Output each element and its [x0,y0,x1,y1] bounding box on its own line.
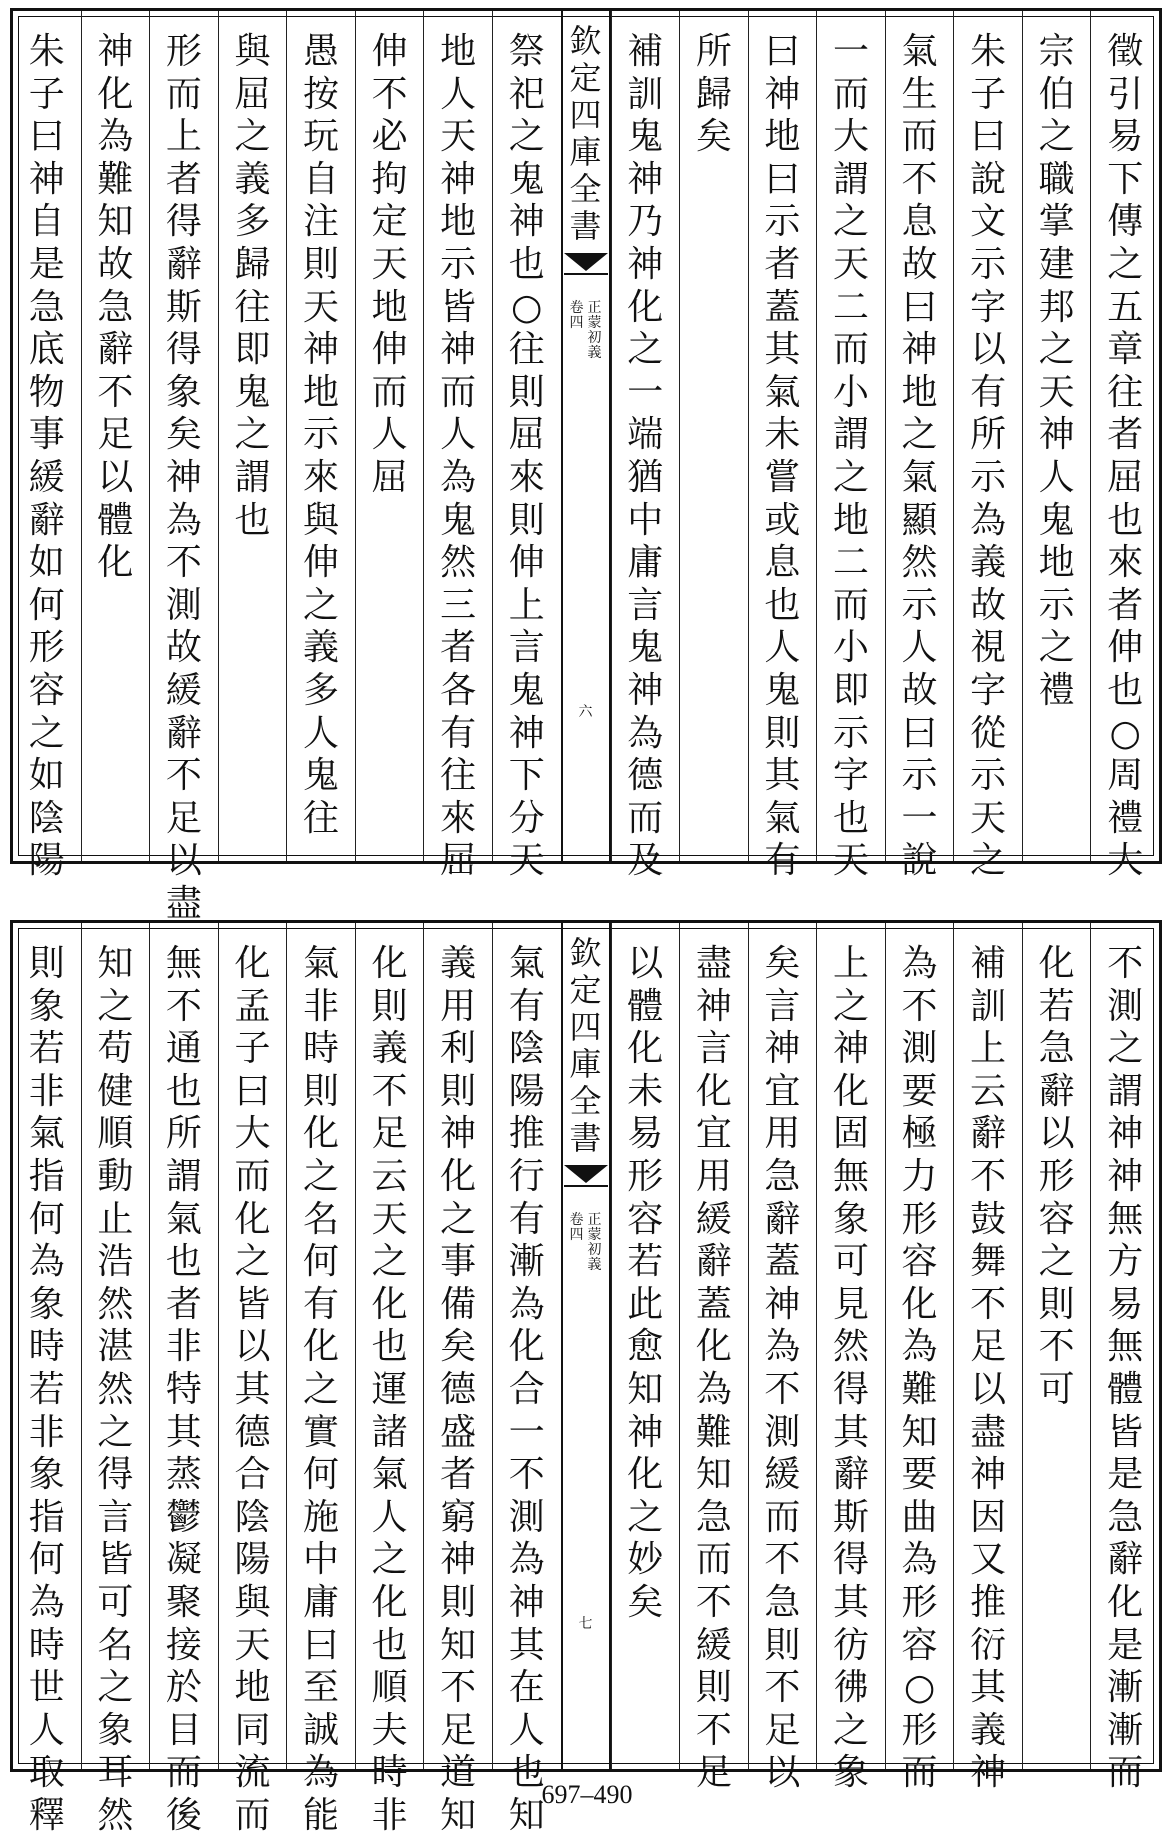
column-text: 氣非時則化之名何有化之實何施中庸曰至誠為能 [303,943,340,1836]
book-name: 正蒙初義 [587,1212,602,1273]
text-column [885,11,954,882]
column-text: 知之苟健順動止浩然湛然之得言皆可名之象耳然 [97,943,134,1836]
text-column [81,923,150,1836]
text-column [1022,11,1091,861]
fish-tail-line [564,273,608,275]
column-text: 一而大謂之天二而小謂之地二而小即示字也天 [832,31,869,882]
column-text: 矣言神宜用急辭蓋神為不測緩而不急則不足以 [764,943,801,1794]
column-text: 則象若非氣指何為象時若非象指何為時世人取釋 [28,943,65,1836]
column-text: 愚按玩自注則天神地示來與伸之義多人鬼往 [303,31,340,839]
column-text: 氣生而不息故曰神地之氣顯然示人故曰示一說 [901,31,938,882]
column-text: 補訓上云辭不鼓舞不足以盡神因又推衍其義神 [970,943,1007,1794]
column-text: 化孟子曰大而化之皆以其德合陰陽與天地同流而 [234,943,271,1836]
column-text: 伸不必拘定天地伸而人屈 [371,31,408,498]
column-text: 不測之謂神神無方易無體皆是急辭化是漸漸而 [1107,943,1144,1794]
page-code: 697–490 [541,1780,633,1809]
text-column [1022,923,1091,1769]
text-column [149,11,218,924]
text-column [218,923,287,1836]
text-column [286,923,355,1836]
column-text: 氣有陰陽推行有漸為化合一不測為神其在人也知 [508,943,545,1836]
text-column [1090,923,1159,1794]
text-column [13,11,81,882]
column-text: 化則義不足云天之化也運諸氣人之化也順夫時非 [371,943,408,1836]
column-text: 與屈之義多歸往即鬼之謂也 [234,31,271,541]
book-name: 正蒙初義 [587,300,602,361]
fish-tail-mark [564,1165,608,1183]
text-column [679,11,748,861]
fish-tail-mark [564,253,608,271]
text-column [149,923,218,1836]
center-fold [561,11,611,861]
column-text: 神化為難知故急辭不足以體化 [97,31,134,584]
column-text: 所歸矣 [695,31,732,158]
fish-tail-line [564,1185,608,1187]
column-text: 上之神化固無象可見然得其辭斯得其彷彿之象 [832,943,869,1794]
text-column [355,11,424,861]
volume-label: 卷四 [569,300,584,331]
column-text: 以體化未易形容若此愈知神化之妙矣 [627,943,664,1623]
column-text: 補訓鬼神乃神化之一端猶中庸言鬼神為德而及 [627,31,664,882]
text-column [1090,11,1159,882]
column-text: 地人天神地示皆神而人為鬼然三者各有往來屈 [440,31,477,882]
text-column [816,11,885,882]
text-column [611,11,680,882]
text-column [81,11,150,861]
text-column [286,11,355,861]
column-text: 朱子曰說文示字以有所示為義故視字從示天之 [970,31,1007,882]
top-page [10,8,1162,924]
text-column [953,923,1022,1794]
column-text: 化若急辭以形容之則不可 [1038,943,1075,1410]
center-fold [561,923,611,1769]
text-column [492,11,561,882]
text-column [611,923,680,1769]
text-column [816,923,885,1794]
text-column [355,923,424,1836]
column-text: 朱子曰神自是急底物事緩辭如何形容之如陰陽 [28,31,65,882]
column-text: 徵引易下傳之五章往者屈也來者伸也○周禮大 [1107,31,1144,882]
text-column [423,923,492,1836]
text-column [885,923,954,1794]
column-text: 義用利則神化之事備矣德盛者窮神則知不足道知 [440,943,477,1836]
text-column [13,923,81,1836]
column-text: 形而上者得辭斯得象矣神為不測故緩辭不足以盡 [165,31,202,924]
column-text: 曰神地曰示者蓋其氣未嘗或息也人鬼則其氣有 [764,31,801,882]
text-column [423,11,492,882]
text-column [218,11,287,861]
text-column [492,923,561,1836]
text-column [679,923,748,1794]
column-text: 宗伯之職掌建邦之天神人鬼地示之禮 [1038,31,1075,711]
column-text: 盡神言化宜用緩辭蓋化為難知急而不緩則不足 [695,943,732,1794]
folio-number: 六 [578,704,593,720]
column-text: 為不測要極力形容化為難知要曲為形容○形而 [901,943,938,1794]
column-text: 無不通也所謂氣也者非特其蒸鬱凝聚接於目而後 [165,943,202,1836]
column-text: 祭祀之鬼神也○往則屈來則伸上言鬼神下分天 [508,31,545,882]
book-series-title: 欽定四庫全書 [569,22,602,245]
text-column [953,11,1022,882]
text-column [748,923,817,1794]
folio-number: 七 [578,1616,593,1632]
volume-label: 卷四 [569,1212,584,1243]
text-column [748,11,817,882]
book-series-title: 欽定四庫全書 [569,934,602,1157]
